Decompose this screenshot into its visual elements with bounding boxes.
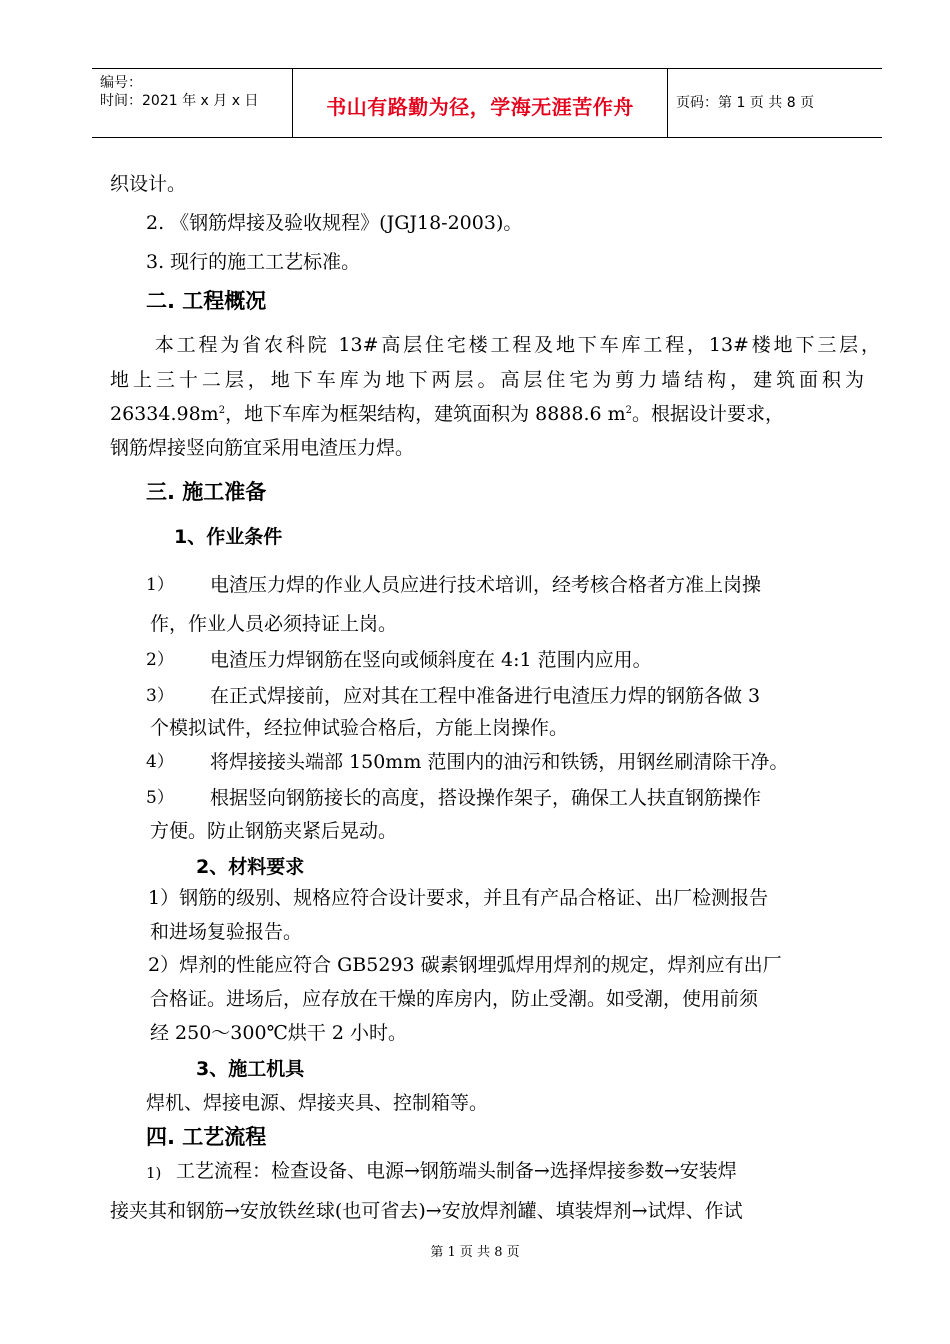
condition-text-continued: 作，作业人员必须持证上岗。 xyxy=(150,613,398,635)
overview-line-2: 地上三十二层，地下车库为地下两层。高层住宅为剪力墙结构，建筑面积为 xyxy=(110,369,864,391)
section-title-process: 四. 工艺流程 xyxy=(146,1125,267,1149)
header-page-cell xyxy=(666,69,882,137)
material-item-2: 2）焊剂的性能应符合 GB5293 碳素钢埋弧焊用焊剂的规定，焊剂应有出厂 xyxy=(148,954,782,976)
subsection-title-conditions: 1、作业条件 xyxy=(174,526,283,548)
overview-line-4: 钢筋焊接竖向筋宜采用电渣压力焊。 xyxy=(110,437,415,459)
material-item-2-continued: 经 250～300℃烘干 2 小时。 xyxy=(150,1022,407,1044)
flow-text-continued: 接夹其和钢筋→安放铁丝球(也可省去)→安放焊剂罐、填装焊剂→试焊、作试 xyxy=(110,1200,743,1222)
flow-text: 工艺流程：检查设备、电源→钢筋端头制备→选择焊接参数→安装焊 xyxy=(176,1160,737,1182)
material-item-1: 1）钢筋的级别、规格应符合设计要求，并且有产品合格证、出厂检测报告 xyxy=(148,887,769,909)
material-item-2-continued: 合格证。进场后，应存放在干燥的库房内，防止受潮。如受潮，使用前须 xyxy=(150,988,759,1010)
condition-text: 电渣压力焊钢筋在竖向或倾斜度在 4:1 范围内应用。 xyxy=(210,649,652,671)
document-code-label: 编号： xyxy=(100,75,142,91)
subsection-title-materials: 2、材料要求 xyxy=(196,856,305,878)
page-header xyxy=(92,68,882,138)
header-info-cell xyxy=(92,69,292,137)
condition-number: 4） xyxy=(146,752,174,772)
overview-line-1: 本工程为省农科院 13#高层住宅楼工程及地下车库工程，13#楼地下三层， xyxy=(152,334,880,356)
condition-number: 5） xyxy=(146,788,174,808)
condition-text: 电渣压力焊的作业人员应进行技术培训，经考核合格者方准上岗操 xyxy=(210,574,762,596)
basis-item-3: 3. 现行的施工工艺标准。 xyxy=(146,251,361,273)
material-item-1-continued: 和进场复验报告。 xyxy=(150,921,303,943)
document-time-label: 时间：2021 年 x 月 x 日 xyxy=(100,93,259,109)
condition-text-continued: 方便。防止钢筋夹紧后晃动。 xyxy=(150,820,398,842)
overview-line-3: $26334.98m^2$，地下车库为框架结构，建筑面积为 8888.6 $m^2$。根据设计要求， xyxy=(110,403,785,425)
condition-number: 3） xyxy=(146,686,174,706)
basis-item-2: 2. 《钢筋焊接及验收规程》(JGJ18-2003)。 xyxy=(146,212,523,234)
condition-number: 1） xyxy=(146,575,174,595)
condition-text-continued: 个模拟试件，经拉伸试验合格后，方能上岗操作。 xyxy=(150,717,569,739)
subsection-title-tools: 3、施工机具 xyxy=(196,1058,305,1080)
condition-text: 根据竖向钢筋接长的高度，搭设操作架子，确保工人扶直钢筋操作 xyxy=(210,787,762,809)
condition-text: 将焊接接头端部 150mm 范围内的油污和铁锈，用钢丝刷清除干净。 xyxy=(210,751,789,773)
section-title-overview: 二. 工程概况 xyxy=(146,289,267,313)
tools-list: 焊机、焊接电源、焊接夹具、控制箱等。 xyxy=(146,1092,489,1114)
condition-number: 2） xyxy=(146,650,174,670)
header-motto-cell xyxy=(292,69,668,137)
header-page-label: 页码：第 1 页 共 8 页 xyxy=(676,95,815,111)
header-motto: 书山有路勤为径，学海无涯苦作舟 xyxy=(326,95,634,119)
condition-text: 在正式焊接前，应对其在工程中准备进行电渣压力焊的钢筋各做 3 xyxy=(210,685,761,707)
flow-number: 1) xyxy=(146,1164,162,1182)
continued-text-line: 织设计。 xyxy=(110,173,187,195)
section-title-preparation: 三. 施工准备 xyxy=(146,480,267,504)
page-footer: 第 1 页 共 8 页 xyxy=(430,1245,520,1260)
